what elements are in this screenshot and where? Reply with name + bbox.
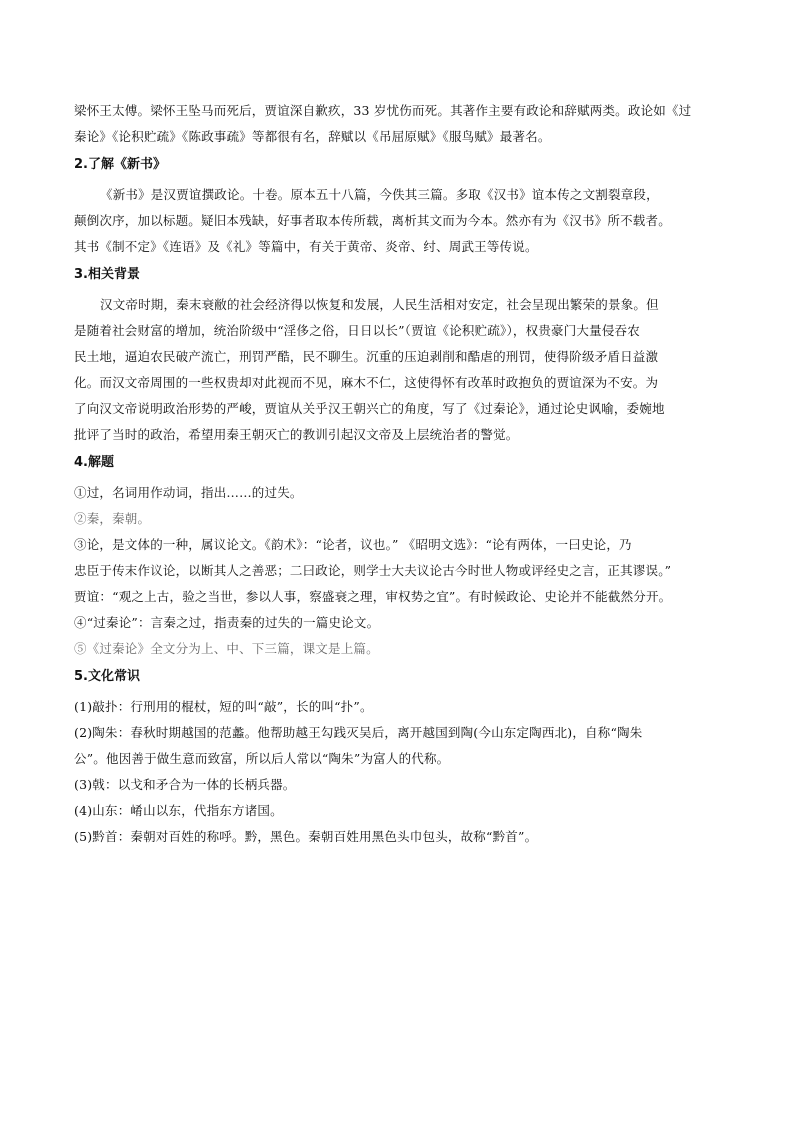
list-item: (2)陶朱：春秋时期越国的范蠡。他帮助越王勾践灭吴后，离开越国到陶(今山东定陶西北)，自称“陶朱 — [74, 725, 643, 740]
list-item: (3)戟：以戈和矛合为一体的长柄兵器。 — [74, 777, 296, 792]
list-item: ③论，是文体的一种，属议论文。《韵术》：“论者，议也。” 《昭明文选》：“论有两体，一曰史论，乃 — [74, 537, 632, 552]
intro-section — [74, 98, 734, 150]
list-item: 公”。他因善于做生意而致富，所以后人常以“陶朱”为富人的代称。 — [74, 751, 450, 766]
section-heading: 3.相关背景 — [74, 267, 140, 282]
list-item: (1)敲扑：行刑用的棍杖，短的叫“敲”，长的叫“扑”。 — [74, 699, 373, 714]
document-page — [74, 98, 734, 850]
paragraph-line: 颠倒次序，加以标题。疑旧本残缺，好事者取本传所载，离析其文而为今本。然亦有为《汉书》所不载者。 — [74, 213, 671, 228]
list-item: (4)山东：崤山以东，代指东方诸国。 — [74, 803, 283, 818]
intro-line: 秦论》《论积贮疏》《陈政事疏》等都很有名，辞赋以《吊屈原赋》《服鸟赋》最著名。 — [74, 129, 551, 144]
paragraph-line: 《新书》是汉贾谊撰政论。十卷。原本五十八篇，今佚其三篇。多取《汉书》谊本传之文割裂章段， — [100, 187, 659, 202]
section-xinshu — [74, 152, 734, 260]
paragraph-line: 批评了当时的政治，希望用秦王朝灭亡的教训引起汉文帝及上层统治者的警觉。 — [74, 427, 519, 442]
intro-line: 梁怀王太傅。梁怀王坠马而死后，贾谊深自歉疚，33 岁忧伤而死。其著作主要有政论和辞赋两类。政论如《过 — [74, 103, 692, 118]
list-item: 忠臣于传末作议论，以断其人之善恶；二曰政论，则学士大夫议论古今时世人物或评经史之言，正其谬误。” — [74, 563, 672, 578]
paragraph-line: 民土地，逼迫农民破产流亡，刑罚严酷，民不聊生。沉重的压迫剥削和酷虐的刑罚，使得阶级矛盾日益激 — [74, 349, 659, 364]
paragraph-line: 其书《制不定》《连语》及《礼》等篇中，有关于黄帝、炎帝、纣、周武王等传说。 — [74, 239, 538, 254]
section-heading: 4.解题 — [74, 455, 114, 470]
section-heading: 2.了解《新书》 — [74, 157, 166, 172]
list-item: 贾谊：“观之上古，验之当世，参以人事，察盛衰之理，审权势之宜”。有时候政论、史论并不能截然分开。 — [74, 589, 672, 604]
section-background — [74, 262, 734, 448]
list-item: ④“过秦论”：言秦之过，指责秦的过失的一篇史论文。 — [74, 615, 380, 630]
list-item: (5)黔首：秦朝对百姓的称呼。黔，黑色。秦朝百姓用黑色头巾包头，故称“黔首”。 — [74, 829, 538, 844]
list-item: ①过，名词用作动词，指出……的过失。 — [74, 485, 303, 500]
section-culture — [74, 664, 734, 850]
paragraph-line: 是随着社会财富的增加，统治阶级中“淫侈之俗，日日以长”（贾谊《论积贮疏》），权贵豪门大量侵吞农 — [74, 323, 640, 338]
paragraph-line: 汉文帝时期，秦末衰敝的社会经济得以恢复和发展，人民生活相对安定，社会呈现出繁荣的景象。但 — [100, 297, 659, 312]
paragraph-line: 了向汉文帝说明政治形势的严峻，贾谊从关乎汉王朝兴亡的角度，写了《过秦论》，通过论史讽喻，委婉地 — [74, 401, 665, 416]
section-heading: 5.文化常识 — [74, 669, 140, 684]
section-title-explanation — [74, 450, 734, 662]
list-item: ②秦，秦朝。 — [74, 511, 151, 526]
list-item: ⑤《过秦论》全文分为上、中、下三篇，课文是上篇。 — [74, 641, 379, 656]
paragraph-line: 化。而汉文帝周围的一些权贵却对此视而不见，麻木不仁，这使得怀有改革时政抱负的贾谊深为不安。为 — [74, 375, 659, 390]
